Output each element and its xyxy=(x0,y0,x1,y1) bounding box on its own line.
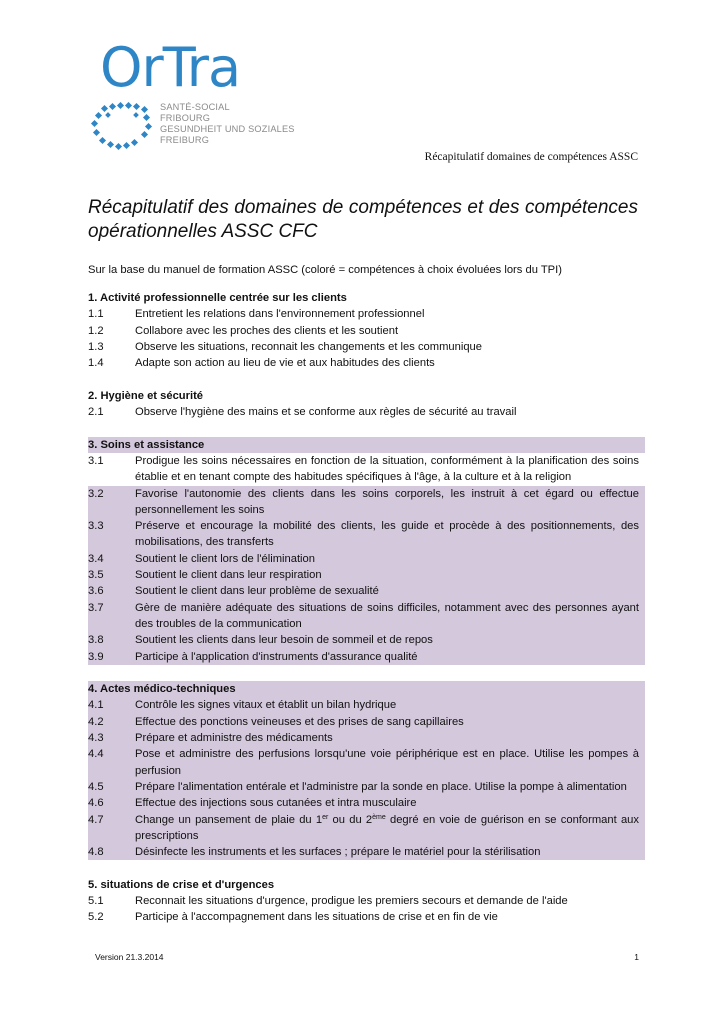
competence-row xyxy=(88,600,645,633)
logo-line: SANTÉ-SOCIAL xyxy=(160,102,230,112)
competence-row xyxy=(88,909,645,925)
competence-text: Collabore avec les proches des clients et les soutient xyxy=(135,324,399,337)
competence-text-part: Change un pansement de plaie du 1 xyxy=(135,813,323,826)
competence-row xyxy=(88,812,645,845)
section-heading: 3. Soins et assistance xyxy=(88,437,645,453)
competence-row xyxy=(88,697,645,713)
competence-row xyxy=(88,453,645,486)
intro-paragraph: Sur la base du manuel de formation ASSC (coloré = compétences à choix évoluées lors du TPI) xyxy=(88,264,562,276)
competence-text: Observe l'hygiène des mains et se conforme aux règles de sécurité au travail xyxy=(135,406,517,419)
competence-row xyxy=(88,355,645,371)
competence-text xyxy=(135,812,645,845)
competence-number: 4.8 xyxy=(88,846,104,859)
competence-row xyxy=(88,779,645,795)
competence-text: Participe à l'accompagnement dans les situations de crise et en fin de vie xyxy=(135,911,498,924)
competence-text: Favorise l'autonomie des clients dans les soins corporels, les instruit à cet égard ou effectue personnellement les soins xyxy=(135,487,639,516)
footer-page-number: 1 xyxy=(634,952,639,962)
competence-text: Effectue des ponctions veineuses et des prises de sang capillaires xyxy=(135,715,464,728)
competence-text: Effectue des injections sous cutanées et intra musculaire xyxy=(135,797,417,810)
competence-number: 3.6 xyxy=(88,585,104,598)
competence-number: 1.2 xyxy=(88,324,104,337)
competence-number: 4.2 xyxy=(88,715,104,728)
logo-line: FREIBURG xyxy=(160,135,210,145)
competence-number: 4.3 xyxy=(88,732,104,745)
competence-text: Soutient le client lors de l'élimination xyxy=(135,552,315,565)
competence-number: 3.2 xyxy=(88,487,104,500)
competence-text-part: ou du 2 xyxy=(328,813,373,826)
logo-wordmark: OrTra xyxy=(100,36,241,99)
section-heading: 4. Actes médico-techniques xyxy=(88,681,645,697)
competence-text: Adapte son action au lieu de vie et aux habitudes des clients xyxy=(135,357,435,370)
competence-number: 1.3 xyxy=(88,340,104,353)
running-header: Récapitulatif domaines de compétences ASSC xyxy=(424,151,638,163)
competence-number: 4.7 xyxy=(88,813,104,826)
competence-row xyxy=(88,746,645,779)
competence-number: 4.5 xyxy=(88,780,104,793)
competence-text: Entretient les relations dans l'environnement professionnel xyxy=(135,308,425,321)
competence-number: 3.4 xyxy=(88,552,104,565)
competence-row xyxy=(88,730,645,746)
section-gap xyxy=(88,860,645,876)
competence-text: Soutient le client dans leur respiration xyxy=(135,569,322,582)
competence-text: Préserve et encourage la mobilité des clients, les guide et procède à des positionnements, des mobilisations, des transferts xyxy=(135,520,639,549)
competence-row xyxy=(88,551,645,567)
section-gap xyxy=(88,420,645,436)
ordinal-superscript: er xyxy=(322,813,329,821)
competence-row xyxy=(88,893,645,909)
ortra-logo xyxy=(88,36,318,156)
competence-number: 3.1 xyxy=(88,454,104,467)
competence-row xyxy=(88,323,645,339)
competence-number: 5.2 xyxy=(88,911,104,924)
competence-text: Prodigue les soins nécessaires en fonction de la situation, conformément à la planification des soins établie et en tenant compte des habitudes spécifiques à l'âge, à la culture et à la religion xyxy=(135,454,639,484)
competence-number: 4.6 xyxy=(88,797,104,810)
competence-row xyxy=(88,404,645,420)
competence-text: Reconnait les situations d'urgence, prodigue les premiers secours et demande de l'aide xyxy=(135,894,568,907)
competence-row xyxy=(88,583,645,599)
ordinal-superscript: ème xyxy=(372,813,386,821)
document-title: Récapitulatif des domaines de compétences et des compétences opérationnelles ASSC CFC xyxy=(88,197,638,242)
competence-number: 1.1 xyxy=(88,308,104,321)
competence-row xyxy=(88,714,645,730)
logo-line: GESUNDHEIT UND SOZIALES xyxy=(160,124,295,134)
competence-row xyxy=(88,649,645,665)
competence-number: 3.7 xyxy=(88,601,104,614)
competence-number: 3.8 xyxy=(88,634,104,647)
competence-text: Observe les situations, reconnait les changements et les communique xyxy=(135,340,482,353)
competence-text: Pose et administre des perfusions lorsqu'une voie périphérique est en place. Utilise les pompes à perfusion xyxy=(135,748,639,777)
footer-version: Version 21.3.2014 xyxy=(95,952,164,962)
competence-number: 3.3 xyxy=(88,520,104,533)
competence-number: 5.1 xyxy=(88,894,104,907)
competence-row xyxy=(88,795,645,811)
competence-text: Soutient le client dans leur problème de sexualité xyxy=(135,585,379,598)
competence-row xyxy=(88,339,645,355)
logo-dots-icon xyxy=(90,102,156,150)
competence-text: Soutient les clients dans leur besoin de sommeil et de repos xyxy=(135,634,433,647)
competence-text: Gère de manière adéquate des situations de soins difficiles, notamment avec des personnes ayant des troubles de la communication xyxy=(135,601,639,630)
competence-text: Prépare et administre des médicaments xyxy=(135,732,333,745)
section-gap xyxy=(88,665,645,681)
competence-row xyxy=(88,844,645,860)
competence-row xyxy=(88,518,645,551)
logo-subtitle xyxy=(160,102,295,146)
competence-number: 3.5 xyxy=(88,569,104,582)
section-heading: 1. Activité professionnelle centrée sur les clients xyxy=(88,292,347,304)
competence-number: 1.4 xyxy=(88,357,104,370)
competence-text: Prépare l'alimentation entérale et l'administre par la sonde en place. Utilise la pompe à alimentation xyxy=(135,780,627,793)
competence-number: 3.9 xyxy=(88,650,104,663)
competence-number: 4.4 xyxy=(88,748,104,761)
competence-number: 2.1 xyxy=(88,406,104,419)
competence-list xyxy=(88,290,645,926)
competence-row xyxy=(88,632,645,648)
competence-row xyxy=(88,567,645,583)
section-heading: 2. Hygiène et sécurité xyxy=(88,389,204,402)
competence-text-part: degré en voie de guérison en se conformant aux prescriptions xyxy=(135,813,639,842)
competence-row xyxy=(88,486,645,519)
competence-row xyxy=(88,306,645,322)
section-gap xyxy=(88,371,645,387)
competence-number: 4.1 xyxy=(88,699,104,712)
logo-line: FRIBOURG xyxy=(160,113,211,123)
competence-text: Participe à l'application d'instruments d'assurance qualité xyxy=(135,650,418,663)
section-heading: 5. situations de crise et d'urgences xyxy=(88,878,275,891)
competence-text: Désinfecte les instruments et les surfaces ; prépare le matériel pour la stérilisation xyxy=(135,846,541,859)
competence-text: Contrôle les signes vitaux et établit un bilan hydrique xyxy=(135,699,397,712)
